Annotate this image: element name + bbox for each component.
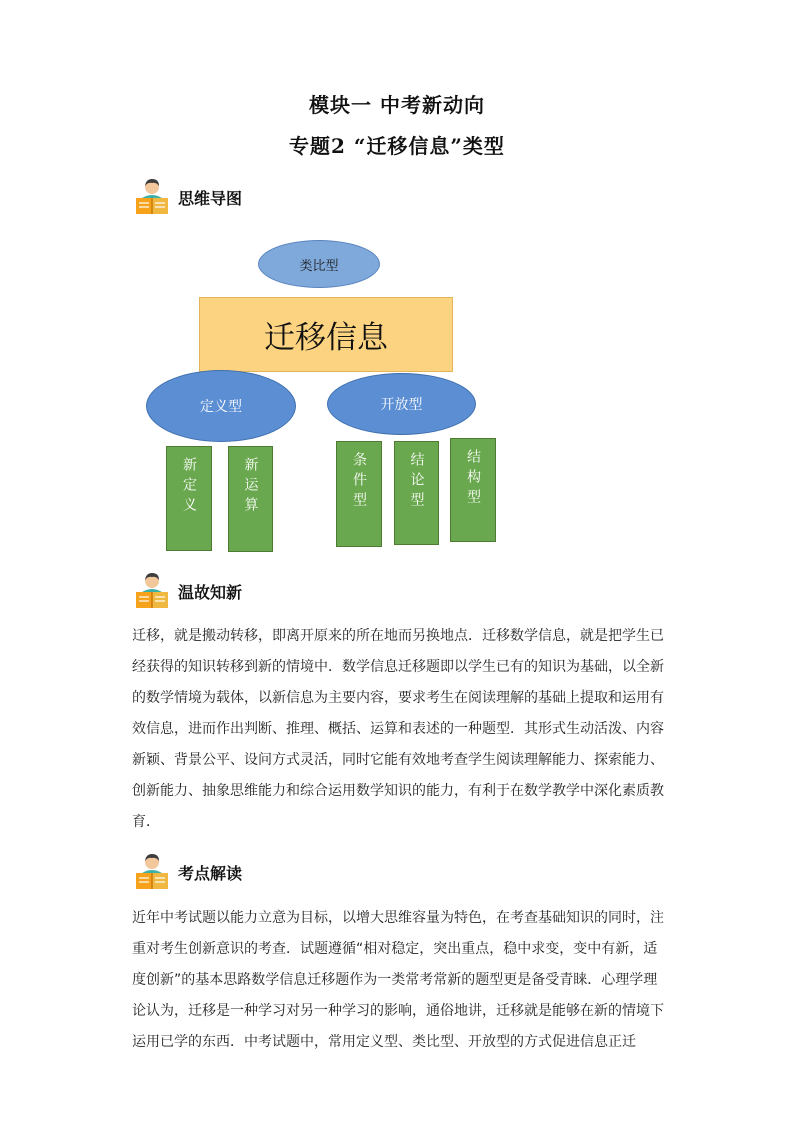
mind-map-leaf xyxy=(228,446,273,552)
mind-map-leaf xyxy=(336,441,382,547)
mind-map-center-label: 迁移信息 xyxy=(264,320,388,356)
topic-title: 专题2 “迁移信息”类型 xyxy=(289,134,505,158)
mind-map-leaf xyxy=(166,446,212,551)
review-text: 迁移，就是搬动转移，即离开原来的所在地而另换地点．迁移数学信息，就是把学生已经获得的知识转移到新的情境中．数学信息迁移题即以学生已有的知识为基础，以全新的数学情境为载体，以新信息为主要内容，要求考生在阅读理解的基础上提取和运用有效信息，进而作出判断、推理、概括、运算和表述的一种题型．其形式生动活泼、内容新颖、背景公平、设问方式灵活，同时它能有效地考查学生阅读理解能力、探索能力、创新能力、抽象思维能力和综合运用数学知识的能力，有利于在数学教学中深化素质教育． xyxy=(132,628,664,830)
mind-map-left-branch xyxy=(146,370,296,442)
section-label: 考点解读 xyxy=(178,863,243,883)
mind-map-leaf-label: 结论型 xyxy=(408,452,425,512)
section-interpretation xyxy=(132,851,242,891)
section-label: 思维导图 xyxy=(178,188,243,208)
section-review xyxy=(132,570,242,610)
review-paragraph xyxy=(132,621,670,838)
mind-map-leaf xyxy=(394,441,439,545)
section-label: 温故知新 xyxy=(178,582,243,602)
mind-map-top-node xyxy=(258,240,380,288)
mind-map-leaf-label: 结构型 xyxy=(465,449,481,509)
mind-map-center-node xyxy=(199,297,453,372)
mind-map-right-branch xyxy=(327,373,476,435)
mind-map-right-branch-label: 开放型 xyxy=(380,397,423,413)
mind-map-leaf-label: 新运算 xyxy=(242,457,259,517)
interpretation-paragraph xyxy=(132,903,670,1058)
student-reading-icon xyxy=(132,851,172,891)
mind-map-left-branch-label: 定义型 xyxy=(200,399,242,415)
mind-map-leaf xyxy=(450,438,496,542)
module-title: 模块一 中考新动向 xyxy=(309,93,485,117)
mind-map-leaf-label: 条件型 xyxy=(351,452,367,512)
student-reading-icon xyxy=(132,570,172,610)
interpretation-text: 近年中考试题以能力立意为目标，以增大思维容量为特色，在考查基础知识的同时，注重对考生创新意识的考查．试题遵循“相对稳定，突出重点，稳中求变，变中有新，适度创新”的基本思路数学信息迁移题作为一类常考常新的题型更是备受青睐．心理学理论认为，迁移是一种学习对另一种学习的影响，通俗地讲，迁移就是能够在新的情境下运用已学的东西．中考试题中，常用定义型、类比型、开放型的方式促进信息正迁 xyxy=(132,910,664,1050)
mind-map xyxy=(0,0,794,560)
mind-map-top-label: 类比型 xyxy=(299,258,339,274)
mind-map-leaf-label: 新定义 xyxy=(181,457,197,517)
